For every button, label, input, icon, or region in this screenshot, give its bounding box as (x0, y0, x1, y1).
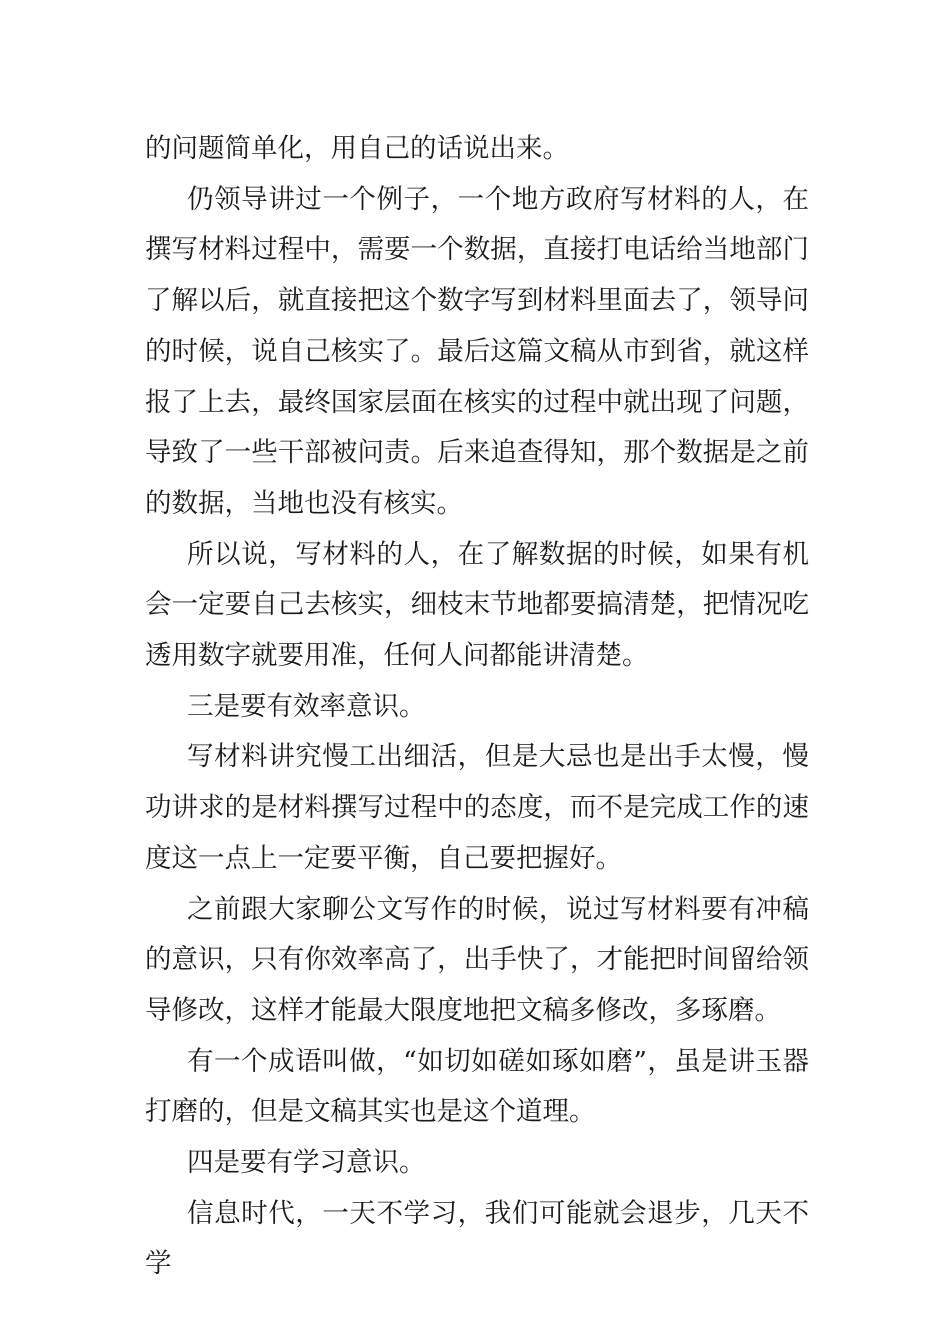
paragraph-3: 所以说，写材料的人，在了解数据的时候，如果有机会一定要自己去核实，细枝末节地都要搞清楚，把情况吃透用数字就要用准，任何人问都能讲清楚。 (145, 538, 809, 672)
paragraph-2: 仍领导讲过一个例子，一个地方政府写材料的人，在撰写材料过程中，需要一个数据，直接打电话给当地部门了解以后，就直接把这个数字写到材料里面去了，领导问的时候，说自己核实了。最后这篇文稿从市到省，就这样报了上去，最终国家层面在核实的过程中就出现了问题，导致了一些干部被问责。后来追查得知，那个数据是之前的数据，当地也没有核实。 (145, 183, 809, 519)
paragraph-7: 有一个成语叫做，“如切如磋如琢如磨”，虽是讲玉器打磨的，但是文稿其实也是这个道理。 (145, 1045, 809, 1128)
section-heading-efficiency: 三是要有效率意识。 (187, 690, 426, 722)
paragraph-6: 之前跟大家聊公文写作的时候，说过写材料要有冲稿的意识，只有你效率高了，出手快了，才能把时间留给领导修改，这样才能最大限度地把文稿多修改，多琢磨。 (145, 893, 809, 1026)
paragraph-1: 的问题简单化，用自己的话说出来。 (145, 133, 569, 164)
paragraph-5: 写材料讲究慢工出细活，但是大忌也是出手太慢，慢功讲求的是材料撰写过程中的态度，而不是完成工作的速度这一点上一定要平衡，自己要把握好。 (145, 741, 809, 874)
section-heading-learning: 四是要有学习意识。 (187, 1147, 426, 1179)
document-body (145, 124, 809, 1290)
paragraph-9: 信息时代，一天不学习，我们可能就会退步，几天不学 (145, 1197, 809, 1280)
